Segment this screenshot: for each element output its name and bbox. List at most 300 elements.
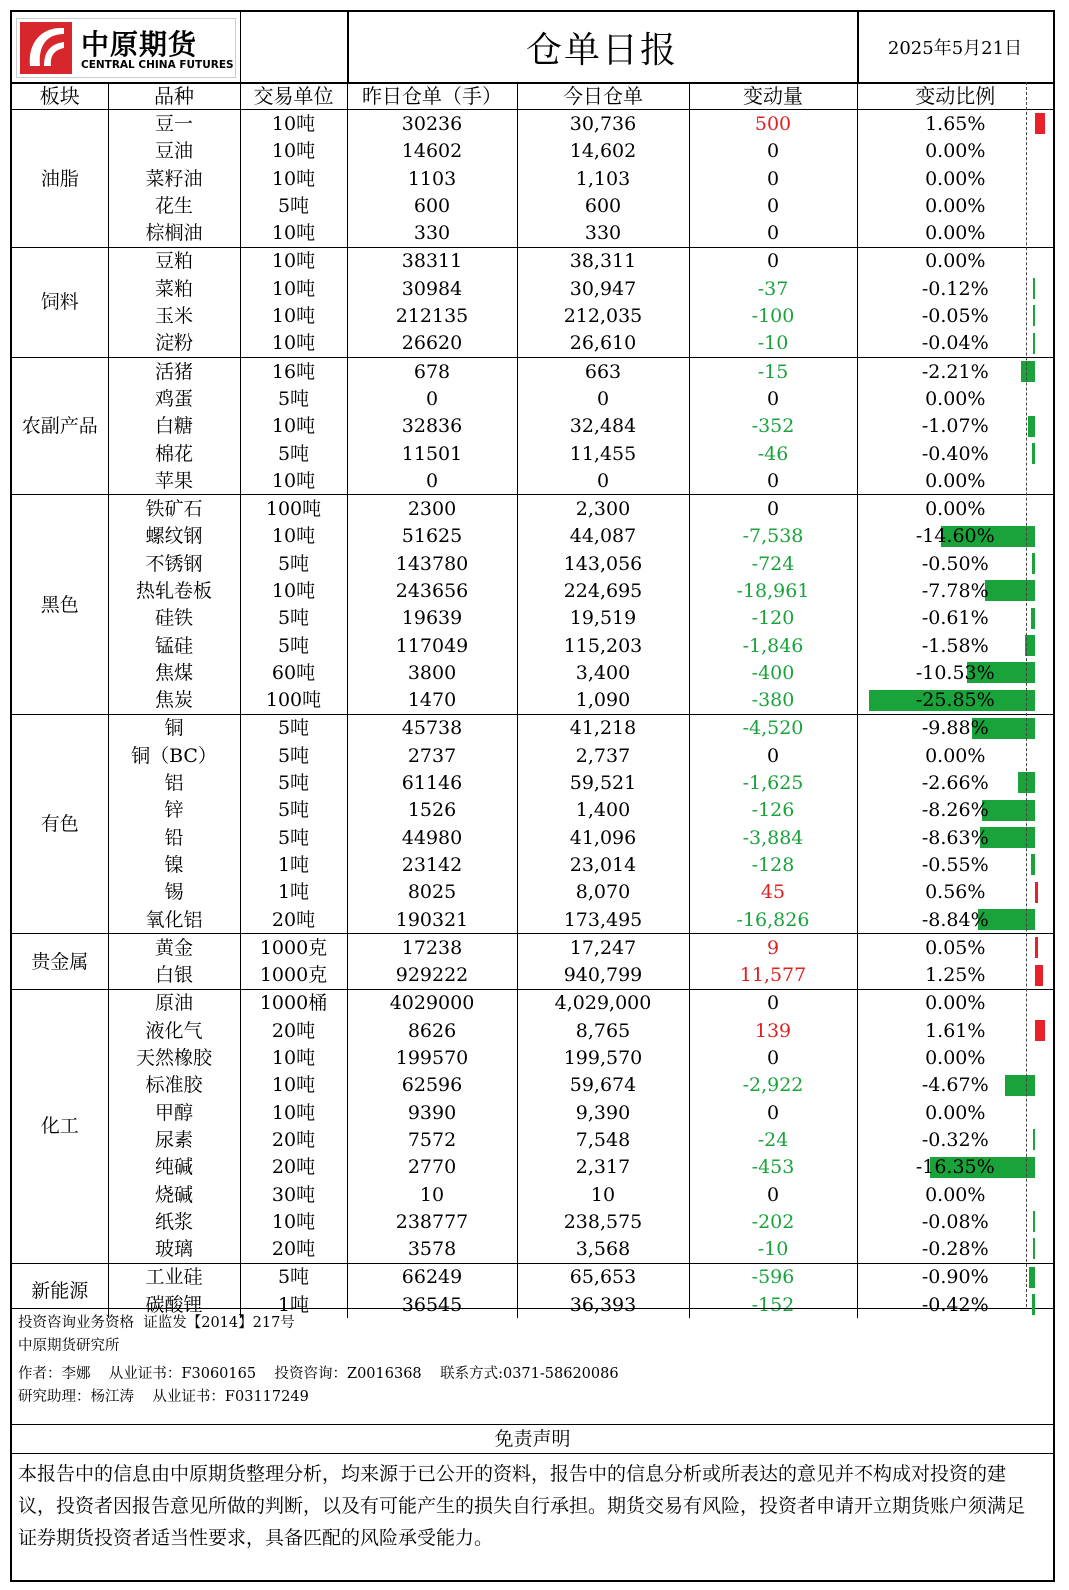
header-blank-cell: [240, 12, 349, 82]
change-cell: -380: [689, 687, 857, 715]
ratio-cell: [857, 659, 1053, 686]
variety-cell: 焦炭: [108, 687, 240, 715]
ratio-decrease-bar: [1031, 854, 1035, 875]
ratio-text: -0.12%: [921, 277, 989, 300]
variety-cell: 豆粕: [108, 247, 240, 275]
unit-cell: 5吨: [240, 385, 347, 412]
variety-cell: 原油: [108, 989, 240, 1017]
table-row: [12, 769, 1053, 796]
table-row: [12, 523, 1053, 550]
unit-cell: 1000克: [240, 934, 347, 962]
today-cell: 30,736: [517, 110, 689, 138]
ratio-cell: [857, 219, 1053, 247]
ratio-increase-bar: [1035, 113, 1046, 134]
unit-cell: 5吨: [240, 714, 347, 742]
unit-cell: 20吨: [240, 906, 347, 934]
change-cell: -37: [689, 275, 857, 302]
ratio-cell: [857, 577, 1053, 604]
ratio-text: -1.58%: [921, 634, 989, 657]
today-cell: 30,947: [517, 275, 689, 302]
ratio-text: -0.50%: [921, 552, 989, 575]
yesterday-cell: 190321: [347, 906, 517, 934]
change-cell: 0: [689, 219, 857, 247]
today-cell: 38,311: [517, 247, 689, 275]
variety-cell: 尿素: [108, 1126, 240, 1153]
variety-cell: 天然橡胶: [108, 1044, 240, 1071]
yesterday-cell: 678: [347, 357, 517, 385]
ratio-cell: [857, 1181, 1053, 1208]
unit-cell: 5吨: [240, 742, 347, 769]
yesterday-cell: 38311: [347, 247, 517, 275]
ratio-text: -0.05%: [921, 305, 989, 328]
yesterday-cell: 330: [347, 219, 517, 247]
variety-cell: 铅: [108, 824, 240, 851]
ratio-text: -8.84%: [921, 908, 989, 931]
ratio-decrease-bar: [1033, 1238, 1035, 1259]
ratio-text: -8.26%: [921, 799, 989, 822]
unit-cell: 16吨: [240, 357, 347, 385]
today-cell: 115,203: [517, 632, 689, 659]
report-header: [12, 12, 1053, 84]
change-cell: -7,538: [689, 523, 857, 550]
table-body: [12, 110, 1053, 1319]
ratio-increase-bar: [1035, 937, 1038, 958]
yesterday-cell: 30236: [347, 110, 517, 138]
today-cell: 3,568: [517, 1235, 689, 1263]
table-row: [12, 247, 1053, 275]
unit-cell: 10吨: [240, 138, 347, 165]
yesterday-cell: 14602: [347, 138, 517, 165]
ratio-text: -25.85%: [915, 689, 995, 712]
unit-cell: 10吨: [240, 275, 347, 302]
today-cell: 238,575: [517, 1208, 689, 1235]
today-cell: 23,014: [517, 851, 689, 878]
change-cell: -24: [689, 1126, 857, 1153]
unit-cell: 10吨: [240, 467, 347, 495]
ratio-text: -0.42%: [921, 1293, 989, 1316]
yesterday-cell: 600: [347, 192, 517, 219]
yesterday-cell: 17238: [347, 934, 517, 962]
change-cell: -3,884: [689, 824, 857, 851]
ratio-text: -4.67%: [921, 1074, 989, 1097]
change-cell: 0: [689, 495, 857, 523]
ratio-text: -8.63%: [921, 826, 989, 849]
yesterday-cell: 1103: [347, 165, 517, 192]
ratio-text: 0.00%: [925, 1047, 986, 1070]
variety-cell: 铜: [108, 714, 240, 742]
change-cell: 139: [689, 1017, 857, 1044]
variety-cell: 玻璃: [108, 1235, 240, 1263]
ratio-cell: [857, 1044, 1053, 1071]
ratio-text: 0.56%: [925, 881, 986, 904]
change-cell: 45: [689, 879, 857, 906]
yesterday-cell: 26620: [347, 330, 517, 358]
ratio-text: -0.55%: [921, 853, 989, 876]
change-cell: 0: [689, 385, 857, 412]
yesterday-cell: 32836: [347, 413, 517, 440]
today-cell: 41,096: [517, 824, 689, 851]
ratio-text: -0.61%: [921, 607, 989, 630]
yesterday-cell: 2770: [347, 1154, 517, 1181]
sector-cell: 有色: [12, 714, 108, 933]
ratio-zero-axis: [1026, 82, 1027, 1307]
change-cell: -352: [689, 413, 857, 440]
ratio-decrease-bar: [1005, 1075, 1035, 1096]
today-cell: 44,087: [517, 523, 689, 550]
change-cell: 0: [689, 1099, 857, 1126]
table-row: [12, 138, 1053, 165]
yesterday-cell: 2300: [347, 495, 517, 523]
table-row: [12, 879, 1053, 906]
ratio-text: 0.00%: [925, 250, 986, 273]
ratio-decrease-bar: [1028, 416, 1035, 437]
ratio-cell: [857, 934, 1053, 962]
ratio-cell: [857, 851, 1053, 878]
table-row: [12, 1263, 1053, 1291]
change-cell: -15: [689, 357, 857, 385]
variety-cell: 液化气: [108, 1017, 240, 1044]
variety-cell: 花生: [108, 192, 240, 219]
ratio-cell: [857, 687, 1053, 715]
table-row: [12, 275, 1053, 302]
ratio-text: 0.00%: [925, 498, 986, 521]
ratio-text: 0.00%: [925, 1183, 986, 1206]
ratio-cell: [857, 1235, 1053, 1263]
unit-cell: 10吨: [240, 413, 347, 440]
variety-cell: 菜籽油: [108, 165, 240, 192]
col-header-today: 今日仓单: [517, 82, 689, 110]
sector-cell: 贵金属: [12, 934, 108, 990]
ratio-cell: [857, 330, 1053, 358]
ratio-text: 0.00%: [925, 387, 986, 410]
ratio-cell: [857, 632, 1053, 659]
yesterday-cell: 66249: [347, 1263, 517, 1291]
variety-cell: 棉花: [108, 440, 240, 467]
yesterday-cell: 10: [347, 1181, 517, 1208]
variety-cell: 烧碱: [108, 1181, 240, 1208]
variety-cell: 硅铁: [108, 605, 240, 632]
warehouse-receipt-report: [10, 10, 1055, 1582]
variety-cell: 焦煤: [108, 659, 240, 686]
today-cell: 3,400: [517, 659, 689, 686]
table-row: [12, 605, 1053, 632]
unit-cell: 1000桶: [240, 989, 347, 1017]
yesterday-cell: 30984: [347, 275, 517, 302]
table-row: [12, 413, 1053, 440]
table-row: [12, 1072, 1053, 1099]
table-row: [12, 1044, 1053, 1071]
yesterday-cell: 8025: [347, 879, 517, 906]
variety-cell: 豆油: [108, 138, 240, 165]
table-row: [12, 302, 1053, 329]
ratio-text: -2.21%: [921, 360, 989, 383]
ratio-cell: [857, 1208, 1053, 1235]
table-header-row: [12, 82, 1053, 110]
table-row: [12, 495, 1053, 523]
unit-cell: 10吨: [240, 1208, 347, 1235]
ratio-cell: [857, 467, 1053, 495]
sector-cell: 农副产品: [12, 357, 108, 494]
ratio-text: -0.32%: [921, 1128, 989, 1151]
yesterday-cell: 23142: [347, 851, 517, 878]
yesterday-cell: 0: [347, 467, 517, 495]
ratio-text: -14.60%: [915, 525, 995, 548]
variety-cell: 氧化铝: [108, 906, 240, 934]
today-cell: 1,400: [517, 797, 689, 824]
ratio-decrease-bar: [1033, 1211, 1035, 1232]
col-header-ratio: 变动比例: [857, 82, 1053, 110]
receipt-table: [12, 82, 1053, 1318]
change-cell: -100: [689, 302, 857, 329]
ratio-cell: [857, 824, 1053, 851]
table-row: [12, 1181, 1053, 1208]
table-row: [12, 1017, 1053, 1044]
variety-cell: 碳酸锂: [108, 1291, 240, 1318]
unit-cell: 10吨: [240, 110, 347, 138]
ratio-decrease-bar: [1032, 1294, 1035, 1315]
today-cell: 65,653: [517, 1263, 689, 1291]
today-cell: 32,484: [517, 413, 689, 440]
today-cell: 41,218: [517, 714, 689, 742]
unit-cell: 5吨: [240, 192, 347, 219]
unit-cell: 20吨: [240, 1235, 347, 1263]
ratio-text: 0.00%: [925, 992, 986, 1015]
table-row: [12, 797, 1053, 824]
ratio-decrease-bar: [982, 800, 1035, 821]
variety-cell: 锰硅: [108, 632, 240, 659]
table-row: [12, 934, 1053, 962]
change-cell: 0: [689, 742, 857, 769]
ratio-cell: [857, 138, 1053, 165]
ratio-text: 0.00%: [925, 222, 986, 245]
variety-cell: 甲醇: [108, 1099, 240, 1126]
today-cell: 199,570: [517, 1044, 689, 1071]
ratio-cell: [857, 1126, 1053, 1153]
variety-cell: 螺纹钢: [108, 523, 240, 550]
variety-cell: 菜粕: [108, 275, 240, 302]
today-cell: 26,610: [517, 330, 689, 358]
unit-cell: 10吨: [240, 330, 347, 358]
ratio-cell: [857, 192, 1053, 219]
analyst-info: [12, 1308, 1053, 1425]
ratio-cell: [857, 550, 1053, 577]
ratio-decrease-bar: [1032, 553, 1035, 574]
yesterday-cell: 19639: [347, 605, 517, 632]
change-cell: -4,520: [689, 714, 857, 742]
table-row: [12, 687, 1053, 715]
unit-cell: 10吨: [240, 577, 347, 604]
ratio-cell: [857, 1099, 1053, 1126]
change-cell: 0: [689, 1044, 857, 1071]
ratio-text: -10.53%: [915, 661, 995, 684]
table-row: [12, 989, 1053, 1017]
disclaimer-title: 免责声明: [12, 1424, 1053, 1454]
report-date: 2025年5月21日: [887, 38, 1023, 59]
today-cell: 1,103: [517, 165, 689, 192]
variety-cell: 铝: [108, 769, 240, 796]
change-cell: -10: [689, 1235, 857, 1263]
ratio-text: -7.78%: [921, 579, 989, 602]
ratio-text: 0.00%: [925, 194, 986, 217]
unit-cell: 1吨: [240, 851, 347, 878]
variety-cell: 锌: [108, 797, 240, 824]
table-row: [12, 1126, 1053, 1153]
ratio-increase-bar: [1035, 965, 1043, 986]
ratio-text: -0.08%: [921, 1210, 989, 1233]
change-cell: -1,625: [689, 769, 857, 796]
unit-cell: 5吨: [240, 769, 347, 796]
yesterday-cell: 0: [347, 385, 517, 412]
change-cell: -724: [689, 550, 857, 577]
variety-cell: 铁矿石: [108, 495, 240, 523]
table-row: [12, 1235, 1053, 1263]
logo-english-name: CENTRAL CHINA FUTURES: [81, 59, 234, 71]
ratio-cell: [857, 110, 1053, 138]
table-row: [12, 1154, 1053, 1181]
author-text: 作者：李娜 从业证书：F3060165 投资咨询：Z0016368 联系方式:0371-58620086: [18, 1366, 619, 1382]
ratio-text: 0.00%: [925, 469, 986, 492]
change-cell: -128: [689, 851, 857, 878]
ratio-text: -0.04%: [921, 332, 989, 355]
table-row: [12, 742, 1053, 769]
yesterday-cell: 212135: [347, 302, 517, 329]
ratio-text: -1.07%: [921, 415, 989, 438]
yesterday-cell: 238777: [347, 1208, 517, 1235]
today-cell: 4,029,000: [517, 989, 689, 1017]
change-cell: 0: [689, 192, 857, 219]
change-cell: 0: [689, 247, 857, 275]
ratio-cell: [857, 1154, 1053, 1181]
unit-cell: 20吨: [240, 1017, 347, 1044]
ratio-cell: [857, 275, 1053, 302]
change-cell: 0: [689, 165, 857, 192]
table-row: [12, 440, 1053, 467]
variety-cell: 热轧卷板: [108, 577, 240, 604]
change-cell: -1,846: [689, 632, 857, 659]
variety-cell: 标准胶: [108, 1072, 240, 1099]
ratio-cell: [857, 495, 1053, 523]
change-cell: -120: [689, 605, 857, 632]
unit-cell: 5吨: [240, 440, 347, 467]
change-cell: -10: [689, 330, 857, 358]
sector-cell: 化工: [12, 989, 108, 1263]
ratio-text: -0.40%: [921, 442, 989, 465]
variety-cell: 纯碱: [108, 1154, 240, 1181]
today-cell: 940,799: [517, 962, 689, 990]
change-cell: -453: [689, 1154, 857, 1181]
unit-cell: 10吨: [240, 165, 347, 192]
table-row: [12, 192, 1053, 219]
unit-cell: 1吨: [240, 1291, 347, 1318]
unit-cell: 100吨: [240, 687, 347, 715]
ratio-decrease-bar: [1032, 443, 1035, 464]
col-header-unit: 交易单位: [240, 82, 347, 110]
table-row: [12, 550, 1053, 577]
table-row: [12, 165, 1053, 192]
table-row: [12, 577, 1053, 604]
yesterday-cell: 4029000: [347, 989, 517, 1017]
today-cell: 330: [517, 219, 689, 247]
ratio-decrease-bar: [1033, 1129, 1035, 1150]
unit-cell: 5吨: [240, 605, 347, 632]
change-cell: -202: [689, 1208, 857, 1235]
yesterday-cell: 199570: [347, 1044, 517, 1071]
ratio-cell: [857, 440, 1053, 467]
today-cell: 17,247: [517, 934, 689, 962]
sector-cell: 黑色: [12, 495, 108, 714]
yesterday-cell: 8626: [347, 1017, 517, 1044]
col-header-change: 变动量: [689, 82, 857, 110]
yesterday-cell: 243656: [347, 577, 517, 604]
variety-cell: 玉米: [108, 302, 240, 329]
today-cell: 14,602: [517, 138, 689, 165]
variety-cell: 铜（BC）: [108, 742, 240, 769]
change-cell: -18,961: [689, 577, 857, 604]
variety-cell: 苹果: [108, 467, 240, 495]
ratio-cell: [857, 385, 1053, 412]
variety-cell: 活猪: [108, 357, 240, 385]
table-row: [12, 714, 1053, 742]
yesterday-cell: 7572: [347, 1126, 517, 1153]
variety-cell: 纸浆: [108, 1208, 240, 1235]
change-cell: 9: [689, 934, 857, 962]
sector-cell: 新能源: [12, 1263, 108, 1318]
table-row: [12, 824, 1053, 851]
yesterday-cell: 44980: [347, 824, 517, 851]
ratio-text: 0.05%: [925, 936, 986, 959]
ratio-cell: [857, 247, 1053, 275]
today-cell: 59,521: [517, 769, 689, 796]
ratio-decrease-bar: [985, 580, 1035, 601]
unit-cell: 5吨: [240, 824, 347, 851]
ratio-decrease-bar: [1031, 608, 1035, 629]
ratio-increase-bar: [1035, 882, 1039, 903]
sector-cell: 饲料: [12, 247, 108, 357]
ratio-cell: [857, 523, 1053, 550]
sector-cell: 油脂: [12, 110, 108, 247]
table-row: [12, 1099, 1053, 1126]
change-cell: 500: [689, 110, 857, 138]
today-cell: 212,035: [517, 302, 689, 329]
yesterday-cell: 11501: [347, 440, 517, 467]
ratio-cell: [857, 1072, 1053, 1099]
ratio-decrease-bar: [1021, 361, 1035, 382]
yesterday-cell: 1470: [347, 687, 517, 715]
table-row: [12, 219, 1053, 247]
institute-text: 中原期货研究所: [18, 1338, 120, 1354]
unit-cell: 20吨: [240, 1154, 347, 1181]
yesterday-cell: 1526: [347, 797, 517, 824]
col-header-sector: 板块: [12, 82, 108, 110]
unit-cell: 30吨: [240, 1181, 347, 1208]
report-title: 仓单日报: [347, 12, 859, 82]
table-row: [12, 906, 1053, 934]
today-cell: 0: [517, 467, 689, 495]
today-cell: 7,548: [517, 1126, 689, 1153]
variety-cell: 不锈钢: [108, 550, 240, 577]
change-cell: -16,826: [689, 906, 857, 934]
today-cell: 224,695: [517, 577, 689, 604]
variety-cell: 豆一: [108, 110, 240, 138]
ratio-text: 0.00%: [925, 167, 986, 190]
yesterday-cell: 36545: [347, 1291, 517, 1318]
ratio-cell: [857, 879, 1053, 906]
change-cell: -46: [689, 440, 857, 467]
table-row: [12, 385, 1053, 412]
unit-cell: 10吨: [240, 1072, 347, 1099]
today-cell: 143,056: [517, 550, 689, 577]
unit-cell: 5吨: [240, 632, 347, 659]
